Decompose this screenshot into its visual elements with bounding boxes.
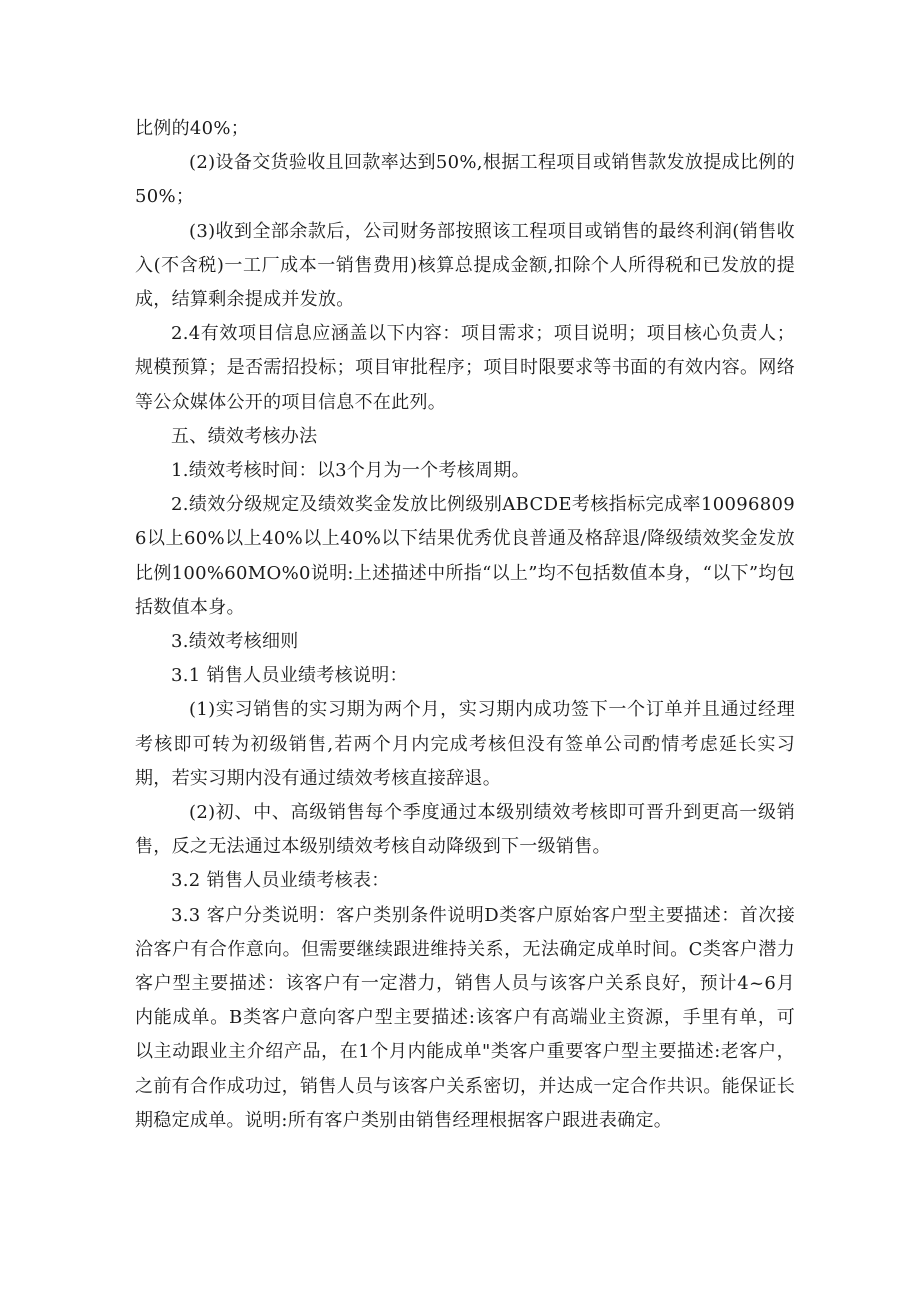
subheading-3-2: 3.2 销售人员业绩考核表： bbox=[171, 870, 390, 892]
subheading-3-1: 3.1 销售人员业绩考核说明： bbox=[171, 665, 408, 687]
paragraph-sales-levels: (2)初、中、高级销售每个季度通过本级别绩效考核即可晋升到更高一级销售，反之无法通过本级别绩效考核自动降级到下一级销售。 bbox=[135, 802, 795, 858]
paragraph-review-period: 1.绩效考核时间：以3个月为一个考核周期。 bbox=[171, 460, 530, 482]
paragraph-delivery-acceptance: (2)设备交货验收且回款率达到50%,根据工程项目或销售款发放提成比例的50%； bbox=[135, 152, 795, 208]
paragraph-grading-rules: 2.绩效分级规定及绩效奖金发放比例级别ABCDE考核指标完成率100968096以上60%以上40%以上40%以下结果优秀优良普通及格辞退/降级绩效奖金发放比例100%60MO%0说明:上述描述中所指“以上”均不包括数值本身，“以下”均包括数值本身。 bbox=[135, 494, 795, 618]
section-heading-performance: 五、绩效考核办法 bbox=[171, 425, 318, 447]
paragraph-intern-sales: (1)实习销售的实习期为两个月，实习期内成功签下一个订单并且通过经理考核即可转为初级销售,若两个月内完成考核但没有签单公司酌情考虑延长实习期，若实习期内没有通过绩效考核直接辞退。 bbox=[135, 699, 795, 789]
subheading-review-details: 3.绩效考核细则 bbox=[171, 631, 299, 653]
document-body bbox=[135, 112, 795, 1138]
paragraph-valid-project-info: 2.4有效项目信息应涵盖以下内容：项目需求；项目说明；项目核心负责人；规模预算；是否需招投标；项目审批程序；项目时限要求等书面的有效内容。网络等公众媒体公开的项目信息不在此列。 bbox=[135, 323, 795, 413]
paragraph-customer-classification: 3.3 客户分类说明：客户类别条件说明D类客户原始客户型主要描述：首次接洽客户有合作意向。但需要继续跟进维持关系，无法确定成单时间。C类客户潜力客户型主要描述：该客户有一定潜力，销售人员与该客户关系良好，预计4~6月内能成单。B类客户意向客户型主要描述:该客户有高端业主资源，手里有单，可以主动跟业主介绍产品，在1个月内能成单"类客户重要客户型主要描述:老客户，之前有合作成功过，销售人员与该客户关系密切，并达成一定合作共识。能保证长期稳定成单。说明:所有客户类别由销售经理根据客户跟进表确定。 bbox=[135, 904, 795, 1131]
paragraph-remaining-payment: (3)收到全部余款后，公司财务部按照该工程项目或销售的最终利润(销售收入(不含税)一工厂成本一销售费用)核算总提成金额,扣除个人所得税和已发放的提成，结算剩余提成并发放。 bbox=[135, 220, 795, 311]
paragraph-ratio-40: 比例的40%； bbox=[135, 118, 250, 139]
